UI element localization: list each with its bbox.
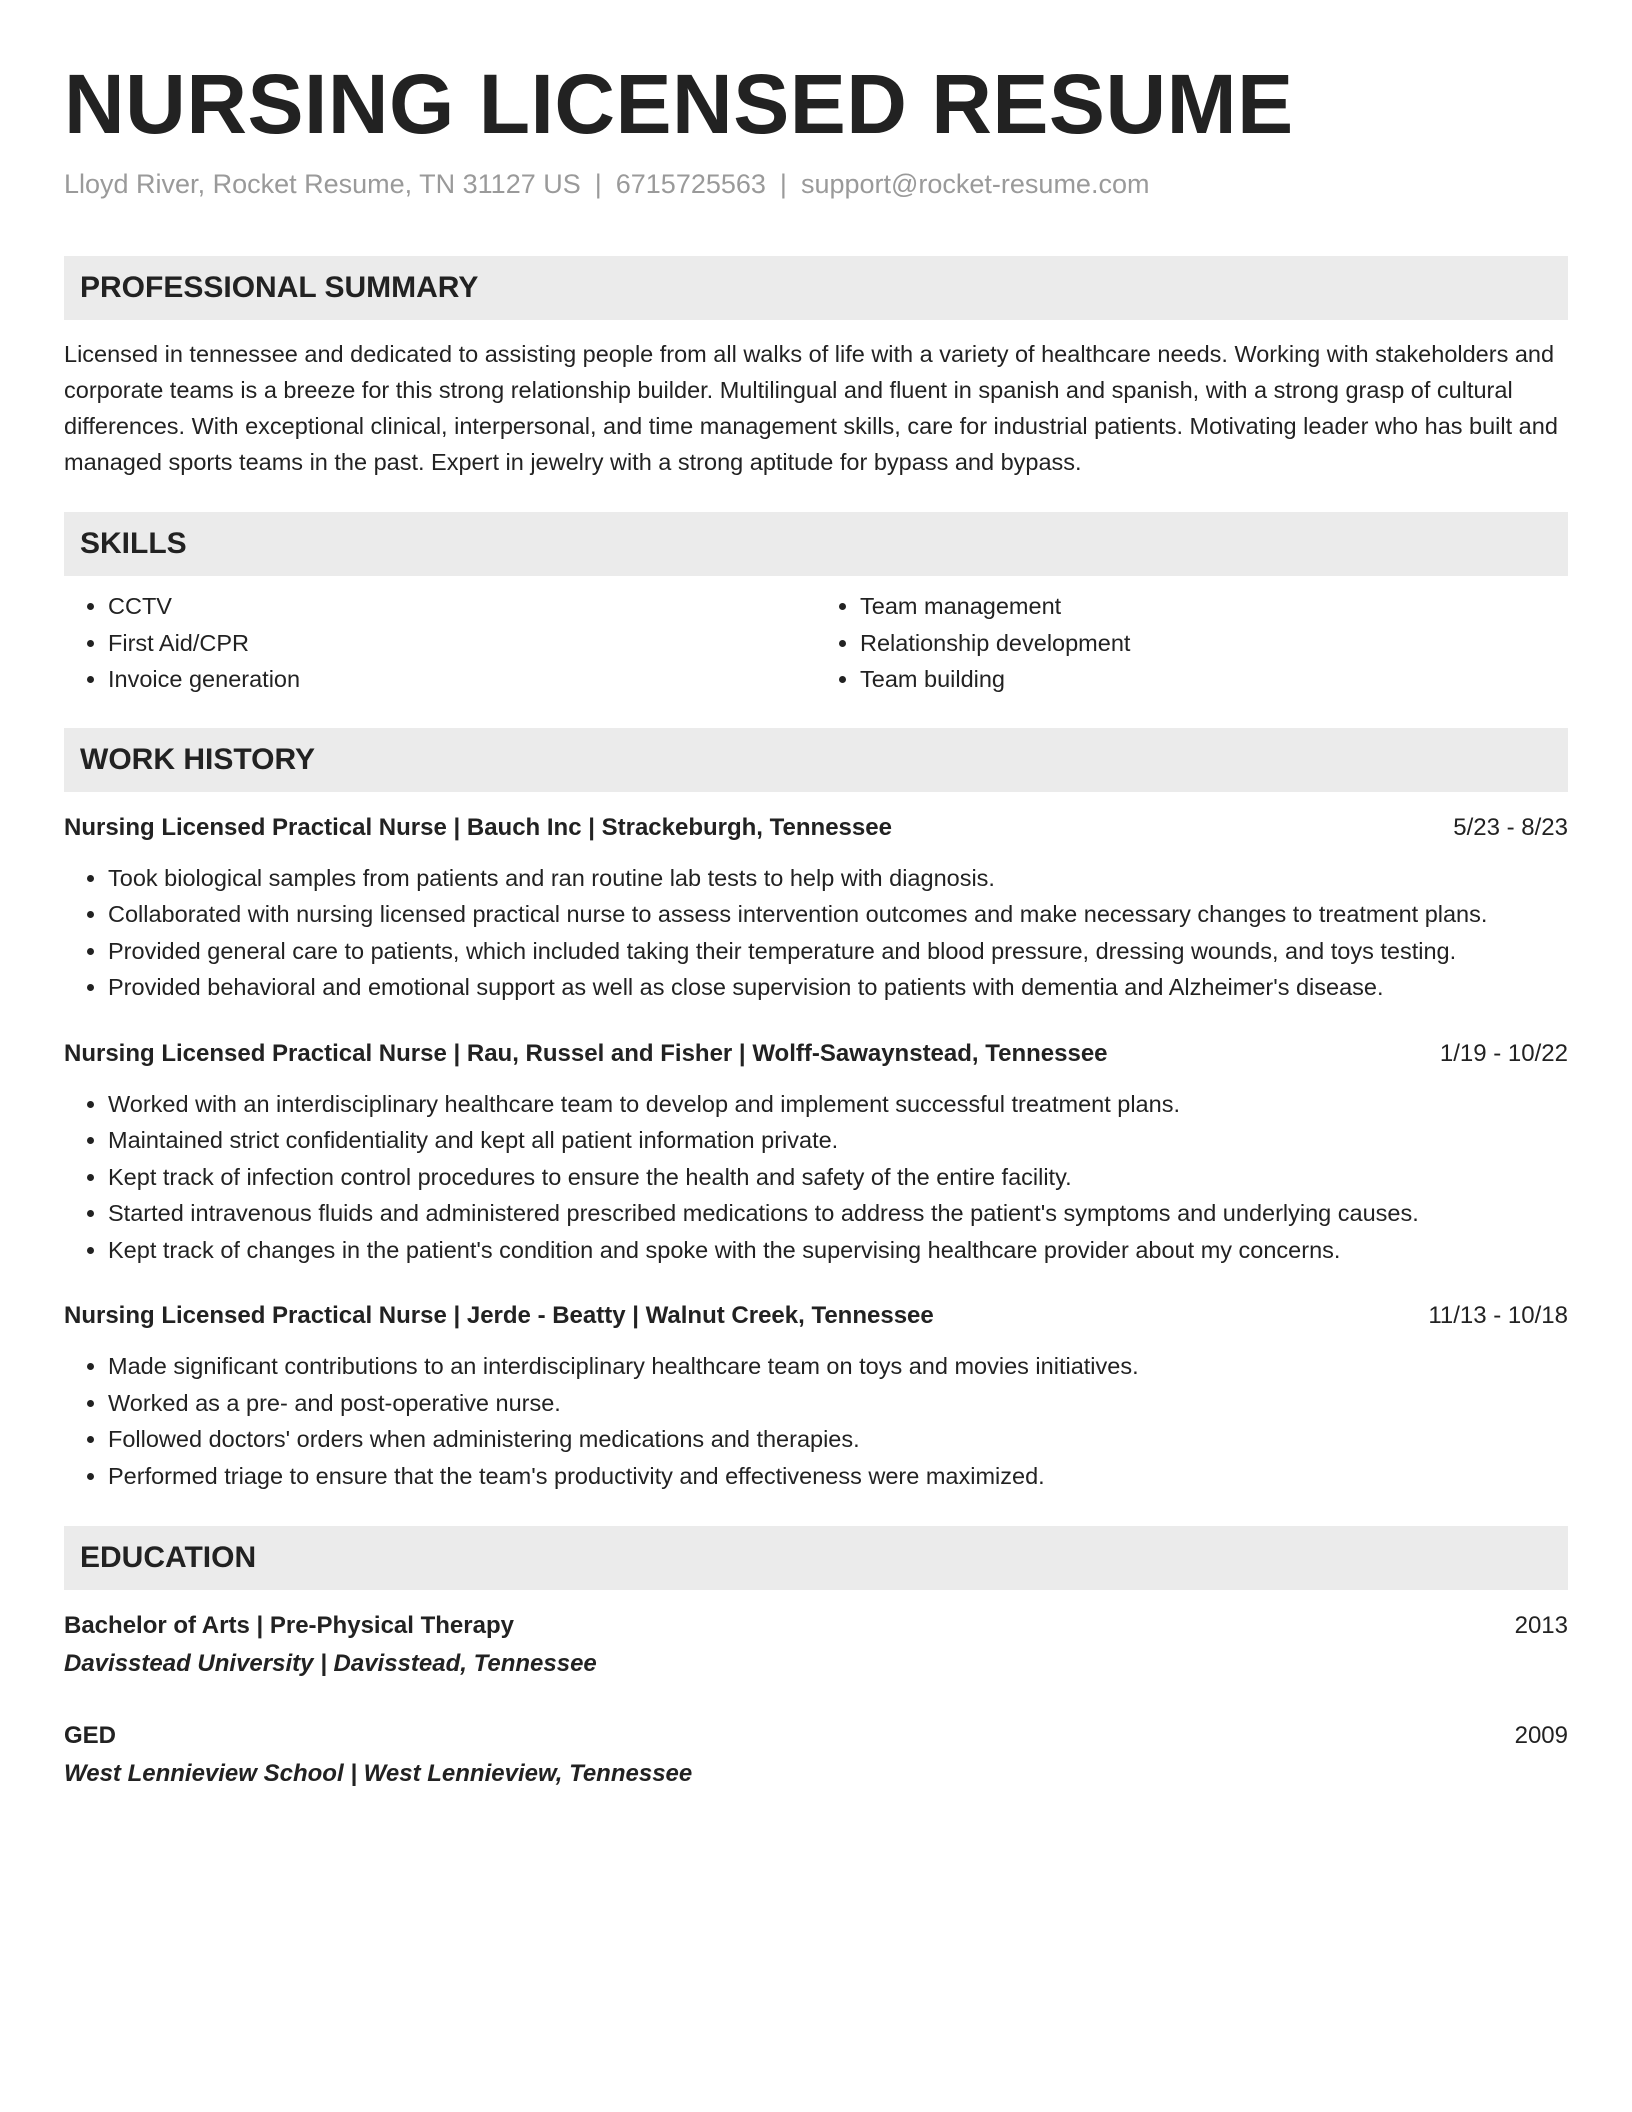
skills-column-right (816, 588, 1568, 698)
education-degree: GED (64, 1722, 117, 1749)
job-bullet: • Maintained strict confidentiality and kept all patient information private. (108, 1122, 1568, 1159)
job-header (64, 1298, 1568, 1334)
job-entry (64, 810, 1568, 1006)
work-history-heading: WORK HISTORY (64, 728, 1568, 792)
job-dates: 1/19 - 10/22 (1439, 1039, 1568, 1067)
job-dates: 5/23 - 8/23 (1453, 813, 1568, 841)
job-bullets (64, 860, 1568, 1006)
skill-item: • Team building (860, 661, 1568, 698)
job-bullet: • Worked with an interdisciplinary healthcare team to develop and implement successful treatment plans. (108, 1086, 1568, 1123)
job-bullet: • Followed doctors' orders when administering medications and therapies. (108, 1421, 1568, 1458)
job-bullet: • Kept track of infection control procedures to ensure the health and safety of the entire facility. (108, 1159, 1568, 1196)
job-bullet: • Provided behavioral and emotional support as well as close supervision to patients with dementia and Alzheimer's disease. (108, 969, 1568, 1006)
education-year: 2013 (1514, 1612, 1568, 1639)
education-heading: EDUCATION (64, 1526, 1568, 1590)
job-bullet: • Collaborated with nursing licensed practical nurse to assess intervention outcomes and make necessary changes to treatment plans. (108, 896, 1568, 933)
summary-text: Licensed in tennessee and dedicated to assisting people from all walks of life with a variety of healthcare needs. Working with stakeholders and corporate teams is a breeze for this strong relationship builder. Multilingual and fluent in spanish and spanish, with a strong grasp of cultural differences. With exceptional clinical, interpersonal, and time management skills, care for industrial patients. Motivating leader who has built and managed sports teams in the past. Expert in jewelry with a strong aptitude for bypass and bypass. (64, 341, 1558, 475)
job-bullet: • Worked as a pre- and post-operative nurse. (108, 1385, 1568, 1422)
skills-heading: SKILLS (64, 512, 1568, 576)
skills-list (64, 588, 1568, 698)
job-header (64, 810, 1568, 846)
education-school: West Lennieview School | West Lennieview, Tennessee (64, 1760, 693, 1787)
contact-email: support@rocket-resume.com (800, 169, 1150, 199)
education-degree: Bachelor of Arts | Pre-Physical Therapy (64, 1612, 514, 1639)
job-bullet: • Kept track of changes in the patient's condition and spoke with the supervising healthcare provider about my concerns. (108, 1232, 1568, 1269)
contact-line (64, 166, 1568, 202)
job-title: Nursing Licensed Practical Nurse | Jerde - Beatty | Walnut Creek, Tennessee (64, 1302, 934, 1329)
job-title: Nursing Licensed Practical Nurse | Bauch Inc | Strackeburgh, Tennessee (64, 813, 892, 841)
skill-item: • Invoice generation (108, 661, 816, 698)
job-bullet: • Took biological samples from patients and ran routine lab tests to help with diagnosis. (108, 860, 1568, 897)
job-title: Nursing Licensed Practical Nurse | Rau, Russel and Fisher | Wolff-Sawaynstead, Tennessee (64, 1039, 1108, 1067)
education-school: Davisstead University | Davisstead, Tennessee (64, 1650, 597, 1677)
contact-address: Lloyd River, Rocket Resume, TN 31127 US (64, 169, 581, 199)
job-bullet: • Made significant contributions to an interdisciplinary healthcare team on toys and movies initiatives. (108, 1348, 1568, 1385)
job-entry (64, 1036, 1568, 1269)
contact-separator: | (779, 169, 787, 199)
job-bullet: • Performed triage to ensure that the team's productivity and effectiveness were maximized. (108, 1458, 1568, 1495)
skill-item: • CCTV (108, 588, 816, 625)
job-dates: 11/13 - 10/18 (1428, 1302, 1568, 1329)
job-bullets (64, 1086, 1568, 1269)
job-entry (64, 1298, 1568, 1494)
education-entry (64, 1608, 1568, 1684)
skill-item: • Relationship development (860, 625, 1568, 662)
education-header (64, 1718, 1568, 1754)
job-header (64, 1036, 1568, 1072)
education-header (64, 1608, 1568, 1644)
contact-separator: | (594, 169, 602, 199)
job-bullet: • Provided general care to patients, which included taking their temperature and blood pressure, dressing wounds, and toys testing. (108, 933, 1568, 970)
job-bullet: • Started intravenous fluids and administered prescribed medications to address the patient's symptoms and underlying causes. (108, 1195, 1568, 1232)
job-bullets (64, 1348, 1568, 1494)
contact-phone: 6715725563 (615, 169, 766, 199)
summary-heading: PROFESSIONAL SUMMARY (64, 256, 1568, 320)
skill-item: • Team management (860, 588, 1568, 625)
skill-item: • First Aid/CPR (108, 625, 816, 662)
education-year: 2009 (1514, 1722, 1568, 1749)
skills-column-left (64, 588, 816, 698)
education-entry (64, 1718, 1568, 1794)
resume-title: NURSING LICENSED RESUME (64, 57, 1294, 151)
